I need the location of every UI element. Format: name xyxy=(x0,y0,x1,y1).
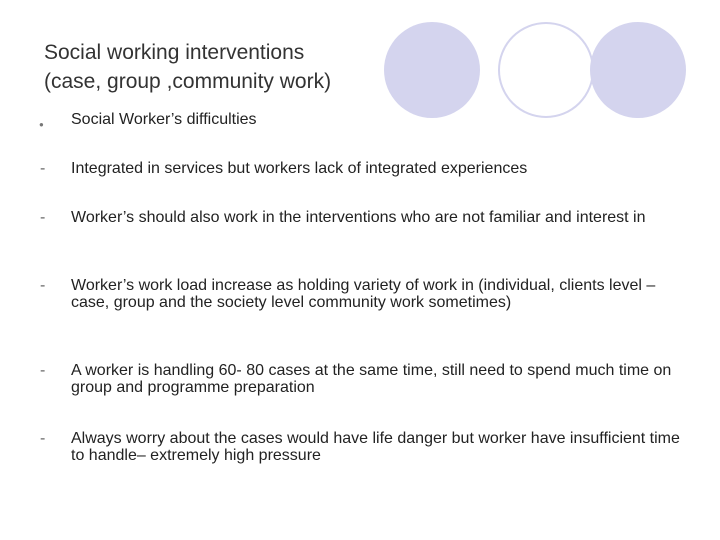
bullet-item-text: Social Worker’s difficulties xyxy=(71,111,257,128)
filled-circle-bullet-icon: ● xyxy=(39,120,44,129)
dash-marker-icon: - xyxy=(40,277,46,294)
point-text-1: Integrated in services but workers lack of integrated experiences xyxy=(71,160,528,177)
dash-marker-icon: - xyxy=(40,209,46,226)
decor-circle-filled-right xyxy=(590,22,686,118)
decor-circle-outline xyxy=(498,22,594,118)
point-text-2: Worker’s should also work in the interventions who are not familiar and interest in xyxy=(71,209,646,226)
dash-marker-icon: - xyxy=(40,362,46,379)
decor-circle-filled-left xyxy=(384,22,480,118)
dash-marker-icon: - xyxy=(40,430,46,447)
point-text-4: A worker is handling 60- 80 cases at the same time, still need to spend much time on group and programme preparation xyxy=(71,362,672,396)
slide-title-line-2: (case, group ,community work) xyxy=(44,70,332,93)
dash-marker-icon: - xyxy=(40,160,46,177)
point-text-3: Worker’s work load increase as holding variety of work in (individual, clients level – case, group and the society level community work sometimes) xyxy=(71,277,656,311)
point-text-5: Always worry about the cases would have life danger but worker have insufficient time to handle– extremely high pressure xyxy=(71,430,680,464)
slide-title xyxy=(44,38,331,96)
slide-title-line-1: Social working interventions xyxy=(44,41,305,64)
